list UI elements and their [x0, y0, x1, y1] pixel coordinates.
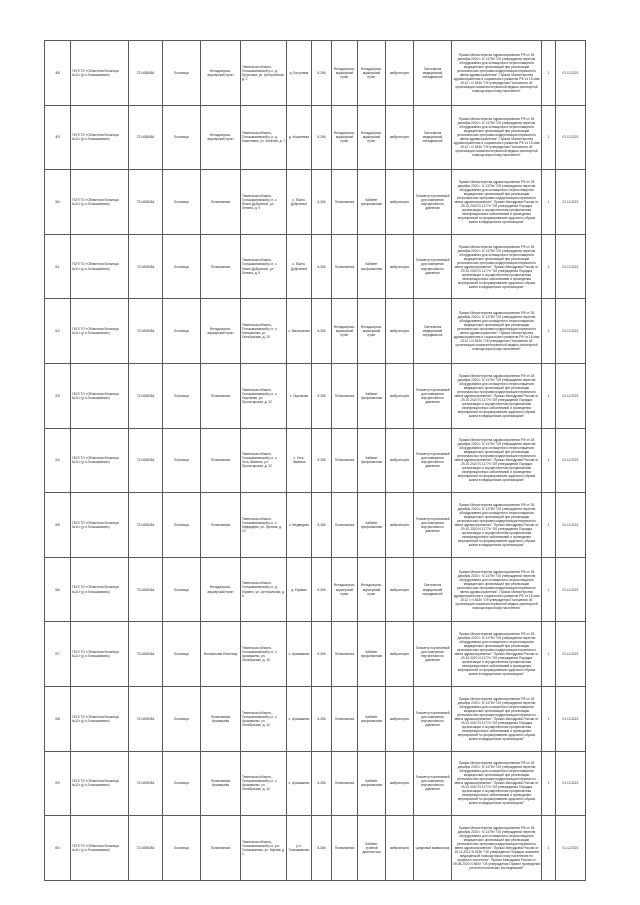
locality-cell: д. Ефаево: [287, 557, 312, 622]
unit-cell: Поликлиника: [332, 363, 358, 428]
care-mode-cell: амбулаторно: [386, 105, 414, 170]
address-cell: Тюменская область, Голышмановский р-н, д. Кошелевка, ул. Зелёная, д. 7: [241, 105, 287, 170]
organization-cell: ГБУЗ ТО «Областная больница №11» (р.п.Голышманово): [71, 170, 129, 235]
organization-cell: ГБУЗ ТО «Областная больница №11» (р.п.Голышманово): [71, 622, 129, 687]
address-cell: Тюменская область, Голышмановский р-н, с. Ощепково, ул. Пролетарская, д. 22: [241, 363, 287, 428]
date-cell: 01.12.2021: [556, 234, 586, 299]
register-rows: [45, 41, 586, 881]
subdivision-cell: Поликлиника: [201, 816, 241, 881]
care-mode-cell: амбулаторно: [386, 363, 414, 428]
facility-type-cell: Больница: [163, 493, 201, 558]
code-cell: 8.266: [312, 622, 332, 687]
quantity-cell: 1: [542, 299, 556, 364]
care-mode-cell: амбулаторно: [386, 428, 414, 493]
date-cell: 01.12.2021: [556, 299, 586, 364]
row-number: 57: [45, 622, 71, 687]
facility-type-cell: Больница: [163, 363, 201, 428]
quantity-cell: 1: [542, 816, 556, 881]
code-cell: 8.266: [312, 363, 332, 428]
locality-cell: с. Южно-Дубровное: [287, 170, 312, 235]
address-cell: Тюменская область, Голышмановский р-н, с. Аромашево, ул. Октябрьская, д. 10: [241, 622, 287, 687]
regulation-cell: Приказ Министерства здравоохранения РФ от 28 декабря 2020 г. N 1379н "Об утверждении перечня оборудования для оснащения и переоснащения медицинских организаций при реализации региональных программ модернизации первичного звена здравоохранения". Приказ Минздрава России от 15.11.2012 N 915н "Об утверждении Порядка оказания медицинской помощи взрослому населению по профилю онкология". Приказ Минздрава России от 09.06.2020 N 560н "Об утверждении Правил проведения рентгенологических исследований": [452, 816, 542, 881]
table-row: [45, 170, 586, 235]
organization-cell: ГБУЗ ТО «Областная больница №11» (р.п.Голышманово): [71, 493, 129, 558]
equipment-cell: Тонометр портативный для измерения внутриглазного давления: [414, 363, 452, 428]
organization-cell: ГБУЗ ТО «Областная больница №11» (р.п.Голышманово): [71, 751, 129, 816]
address-cell: Тюменская область, Голышмановский р-н, с. Аромашево, ул. Октябрьская, д. 10: [241, 686, 287, 751]
code-cell: 8.266: [312, 686, 332, 751]
table-row: [45, 428, 586, 493]
unit-cell: Фельдшерско-акушерский пункт: [332, 41, 358, 106]
code-cell: 8.266: [312, 105, 332, 170]
table-row: [45, 557, 586, 622]
subdivision-cell: Фельдшерско-акушерский пункт: [201, 557, 241, 622]
facility-type-cell: Больница: [163, 751, 201, 816]
equipment-cell: Светильник медицинский передвижной: [414, 105, 452, 170]
room-cell: Фельдшерско-акушерский пункт: [358, 299, 386, 364]
facility-type-cell: Больница: [163, 428, 201, 493]
table-row: [45, 816, 586, 881]
inn-cell: 7214008484: [129, 816, 163, 881]
room-cell: Кабинет профилактики: [358, 622, 386, 687]
row-number: 52: [45, 299, 71, 364]
unit-cell: Поликлиника: [332, 234, 358, 299]
address-cell: Тюменская область, Голышмановский р-н, с. Малышенка, ул. Октябрьская, д. 20: [241, 299, 287, 364]
organization-cell: ГБУЗ ТО «Областная больница №11» (р.п.Голышманово): [71, 299, 129, 364]
facility-type-cell: Больница: [163, 686, 201, 751]
subdivision-cell: Фельдшерско-акушерский пункт: [201, 299, 241, 364]
equipment-cell: Тонометр портативный для измерения внутриглазного давления: [414, 622, 452, 687]
address-cell: Тюменская область, Голышмановский р-н, с. Усть-Ламенка, ул. Пролетарская, д. 22: [241, 428, 287, 493]
date-cell: 01.12.2021: [556, 41, 586, 106]
table-row: [45, 751, 586, 816]
equipment-cell: Тонометр портативный для измерения внутриглазного давления: [414, 428, 452, 493]
row-number: 58: [45, 686, 71, 751]
address-cell: Тюменская область, Голышмановский р-н, д. Ефаево, ул. Центральная, д. 5: [241, 557, 287, 622]
equipment-cell: Цифровой маммограф: [414, 816, 452, 881]
quantity-cell: 1: [542, 751, 556, 816]
inn-cell: 7214008484: [129, 622, 163, 687]
row-number: 59: [45, 751, 71, 816]
facility-type-cell: Больница: [163, 299, 201, 364]
regulation-cell: Приказ Министерства здравоохранения РФ от 28 декабря 2020 г. N 1379н "Об утверждении перечня оборудования для оснащения и переоснащения медицинских организаций при реализации региональных программ модернизации первичного звена здравоохранения". Приказ Министерства здравоохранения и социального развития РФ от 15 мая 2012 г. N 543н "Об утверждении Положения об организации оказания первичной медико-санитарной помощи взрослому населению": [452, 105, 542, 170]
inn-cell: 7214008484: [129, 170, 163, 235]
equipment-register-table: [44, 40, 586, 881]
organization-cell: ГБУЗ ТО «Областная больница №11» (р.п.Голышманово): [71, 105, 129, 170]
code-cell: 8.266: [312, 751, 332, 816]
date-cell: 01.12.2021: [556, 622, 586, 687]
care-mode-cell: амбулаторно: [386, 170, 414, 235]
regulation-cell: Приказ Министерства здравоохранения РФ от 28 декабря 2020 г. N 1379н "Об утверждении перечня оборудования для оснащения и переоснащения медицинских организаций при реализации региональных программ модернизации первичного звена здравоохранения". Приказ Министерства здравоохранения и социального развития РФ от 15 мая 2012 г. N 543н "Об утверждении Положения об организации оказания первичной медико-санитарной помощи взрослому населению": [452, 41, 542, 106]
room-cell: Кабинет профилактики: [358, 234, 386, 299]
code-cell: 8.266: [312, 234, 332, 299]
inn-cell: 7214008484: [129, 105, 163, 170]
date-cell: 01.12.2021: [556, 751, 586, 816]
facility-type-cell: Больница: [163, 234, 201, 299]
unit-cell: Поликлиника: [332, 751, 358, 816]
organization-cell: ГБУЗ ТО «Областная больница №11» (р.п.Голышманово): [71, 41, 129, 106]
date-cell: 01.12.2021: [556, 686, 586, 751]
facility-type-cell: Больница: [163, 816, 201, 881]
inn-cell: 7214008484: [129, 751, 163, 816]
equipment-cell: Тонометр портативный для измерения внутриглазного давления: [414, 234, 452, 299]
row-number: 50: [45, 170, 71, 235]
code-cell: 8.266: [312, 557, 332, 622]
quantity-cell: 1: [542, 686, 556, 751]
facility-type-cell: Больница: [163, 557, 201, 622]
code-cell: 8.266: [312, 816, 332, 881]
care-mode-cell: амбулаторно: [386, 493, 414, 558]
date-cell: 01.12.2021: [556, 428, 586, 493]
code-cell: 8.266: [312, 170, 332, 235]
quantity-cell: 1: [542, 428, 556, 493]
row-number: 48: [45, 41, 71, 106]
quantity-cell: 1: [542, 41, 556, 106]
unit-cell: Фельдшерско-акушерский пункт: [332, 557, 358, 622]
regulation-cell: Приказ Министерства здравоохранения РФ от 28 декабря 2020 г. N 1379н "Об утверждении перечня оборудования для оснащения и переоснащения медицинских организаций при реализации региональных программ модернизации первичного звена здравоохранения". Приказ Минздрава России от 29.10.2020 N 1177н "Об утверждении Порядка организации и осуществления профилактики неинфекционных заболеваний и проведения мероприятий по формированию здорового образа жизни в медицинских организациях": [452, 751, 542, 816]
subdivision-cell: Филиальная больница: [201, 622, 241, 687]
organization-cell: ГБУЗ ТО «Областная больница №11» (р.п.Голышманово): [71, 557, 129, 622]
quantity-cell: 1: [542, 234, 556, 299]
table-row: [45, 493, 586, 558]
organization-cell: ГБУЗ ТО «Областная больница №11» (р.п.Голышманово): [71, 428, 129, 493]
address-cell: Тюменская область, Голышмановский р-н, с. Южно-Дубровное, ул. Ленина, д. 9: [241, 234, 287, 299]
room-cell: Фельдшерско-акушерский пункт: [358, 557, 386, 622]
unit-cell: Фельдшерско-акушерский пункт: [332, 299, 358, 364]
equipment-cell: Светильник медицинский передвижной: [414, 557, 452, 622]
locality-cell: с. Аромашево: [287, 622, 312, 687]
care-mode-cell: амбулаторно: [386, 234, 414, 299]
quantity-cell: 1: [542, 105, 556, 170]
inn-cell: 7214008484: [129, 234, 163, 299]
organization-cell: ГБУЗ ТО «Областная больница №11» (р.п.Голышманово): [71, 363, 129, 428]
date-cell: 01.12.2021: [556, 557, 586, 622]
regulation-cell: Приказ Министерства здравоохранения РФ от 28 декабря 2020 г. N 1379н "Об утверждении перечня оборудования для оснащения и переоснащения медицинских организаций при реализации региональных программ модернизации первичного звена здравоохранения". Приказ Министерства здравоохранения и социального развития РФ от 15 мая 2012 г. N 543н "Об утверждении Положения об организации оказания первичной медико-санитарной помощи взрослому населению": [452, 299, 542, 364]
locality-cell: с. Медведево: [287, 493, 312, 558]
equipment-cell: Светильник медицинский передвижной: [414, 41, 452, 106]
row-number: 60: [45, 816, 71, 881]
equipment-cell: Тонометр портативный для измерения внутриглазного давления: [414, 686, 452, 751]
code-cell: 8.266: [312, 493, 332, 558]
address-cell: Тюменская область, Голышмановский р-н, с. Аромашево, ул. Октябрьская, д. 10: [241, 751, 287, 816]
table-row: [45, 234, 586, 299]
organization-cell: ГБУЗ ТО «Областная больница №11» (р.п.Голышманово): [71, 816, 129, 881]
care-mode-cell: амбулаторно: [386, 41, 414, 106]
table-row: [45, 622, 586, 687]
care-mode-cell: амбулаторно: [386, 686, 414, 751]
row-number: 53: [45, 363, 71, 428]
unit-cell: Поликлиника: [332, 493, 358, 558]
quantity-cell: 1: [542, 363, 556, 428]
inn-cell: 7214008484: [129, 363, 163, 428]
unit-cell: Фельдшерско-акушерский пункт: [332, 105, 358, 170]
subdivision-cell: Поликлиника: [201, 428, 241, 493]
inn-cell: 7214008484: [129, 557, 163, 622]
organization-cell: ГБУЗ ТО «Областная больница №11» (р.п.Голышманово): [71, 686, 129, 751]
subdivision-cell: Поликлиника Аромашево: [201, 751, 241, 816]
row-number: 54: [45, 428, 71, 493]
address-cell: Тюменская область, Голышмановский р-н, д. Бутусовка, ул. Центральная, д. 2: [241, 41, 287, 106]
locality-cell: д. Кошелевка: [287, 105, 312, 170]
locality-cell: с. Ощепково: [287, 363, 312, 428]
date-cell: 01.12.2021: [556, 493, 586, 558]
regulation-cell: Приказ Министерства здравоохранения РФ от 28 декабря 2020 г. N 1379н "Об утверждении перечня оборудования для оснащения и переоснащения медицинских организаций при реализации региональных программ модернизации первичного звена здравоохранения". Приказ Минздрава России от 29.10.2020 N 1177н "Об утверждении Порядка организации и осуществления профилактики неинфекционных заболеваний и проведения мероприятий по формированию здорового образа жизни в медицинских организациях": [452, 622, 542, 687]
address-cell: Тюменская область, Голышмановский р-н, с. Южно-Дубровное, ул. Ленина, д. 9: [241, 170, 287, 235]
care-mode-cell: амбулаторно: [386, 557, 414, 622]
quantity-cell: 1: [542, 493, 556, 558]
regulation-cell: Приказ Министерства здравоохранения РФ от 28 декабря 2020 г. N 1379н "Об утверждении перечня оборудования для оснащения и переоснащения медицинских организаций при реализации региональных программ модернизации первичного звена здравоохранения". Приказ Минздрава России от 29.10.2020 N 1177н "Об утверждении Порядка организации и осуществления профилактики неинфекционных заболеваний и проведения мероприятий по формированию здорового образа жизни в медицинских организациях": [452, 234, 542, 299]
unit-cell: Поликлиника: [332, 428, 358, 493]
locality-cell: д. Бутусовка: [287, 41, 312, 106]
inn-cell: 7214008484: [129, 41, 163, 106]
table-row: [45, 299, 586, 364]
register-sheet: [44, 40, 585, 880]
inn-cell: 7214008484: [129, 493, 163, 558]
table-row: [45, 363, 586, 428]
facility-type-cell: Больница: [163, 105, 201, 170]
row-number: 49: [45, 105, 71, 170]
regulation-cell: Приказ Министерства здравоохранения РФ от 28 декабря 2020 г. N 1379н "Об утверждении перечня оборудования для оснащения и переоснащения медицинских организаций при реализации региональных программ модернизации первичного звена здравоохранения". Приказ Минздрава России от 29.10.2020 N 1177н "Об утверждении Порядка организации и осуществления профилактики неинфекционных заболеваний и проведения мероприятий по формированию здорового образа жизни в медицинских организациях": [452, 363, 542, 428]
unit-cell: Поликлиника: [332, 686, 358, 751]
address-cell: Тюменская область, Голышмановский р-н, р.п. Голышманово, ул. Кирова, д. 1: [241, 816, 287, 881]
row-number: 56: [45, 557, 71, 622]
room-cell: Кабинет профилактики: [358, 686, 386, 751]
equipment-cell: Тонометр портативный для измерения внутриглазного давления: [414, 493, 452, 558]
date-cell: 01.12.2021: [556, 363, 586, 428]
code-cell: 8.266: [312, 299, 332, 364]
quantity-cell: 1: [542, 622, 556, 687]
regulation-cell: Приказ Министерства здравоохранения РФ от 28 декабря 2020 г. N 1379н "Об утверждении перечня оборудования для оснащения и переоснащения медицинских организаций при реализации региональных программ модернизации первичного звена здравоохранения". Приказ Минздрава России от 29.10.2020 N 1177н "Об утверждении Порядка организации и осуществления профилактики неинфекционных заболеваний и проведения мероприятий по формированию здорового образа жизни в медицинских организациях": [452, 170, 542, 235]
locality-cell: с. Усть-Ламенка: [287, 428, 312, 493]
room-cell: Кабинет профилактики: [358, 170, 386, 235]
organization-cell: ГБУЗ ТО «Областная больница №11» (р.п.Голышманово): [71, 234, 129, 299]
subdivision-cell: Фельдшерско-акушерский пункт: [201, 41, 241, 106]
regulation-cell: Приказ Министерства здравоохранения РФ от 28 декабря 2020 г. N 1379н "Об утверждении перечня оборудования для оснащения и переоснащения медицинских организаций при реализации региональных программ модернизации первичного звена здравоохранения". Приказ Минздрава России от 29.10.2020 N 1177н "Об утверждении Порядка организации и осуществления профилактики неинфекционных заболеваний и проведения мероприятий по формированию здорового образа жизни в медицинских организациях": [452, 686, 542, 751]
equipment-cell: Тонометр портативный для измерения внутриглазного давления: [414, 751, 452, 816]
code-cell: 8.266: [312, 428, 332, 493]
unit-cell: Поликлиника: [332, 170, 358, 235]
unit-cell: Поликлиника: [332, 622, 358, 687]
care-mode-cell: амбулаторно: [386, 622, 414, 687]
code-cell: 8.266: [312, 41, 332, 106]
locality-cell: р.п. Голышманово: [287, 816, 312, 881]
row-number: 55: [45, 493, 71, 558]
regulation-cell: Приказ Министерства здравоохранения РФ от 28 декабря 2020 г. N 1379н "Об утверждении перечня оборудования для оснащения и переоснащения медицинских организаций при реализации региональных программ модернизации первичного звена здравоохранения". Приказ Минздрава России от 29.10.2020 N 1177н "Об утверждении Порядка организации и осуществления профилактики неинфекционных заболеваний и проведения мероприятий по формированию здорового образа жизни в медицинских организациях": [452, 428, 542, 493]
date-cell: 01.12.2021: [556, 170, 586, 235]
care-mode-cell: амбулаторно: [386, 751, 414, 816]
facility-type-cell: Больница: [163, 170, 201, 235]
locality-cell: с. Аромашево: [287, 751, 312, 816]
care-mode-cell: амбулаторно: [386, 299, 414, 364]
equipment-cell: Тонометр портативный для измерения внутриглазного давления: [414, 170, 452, 235]
locality-cell: с. Малышенка: [287, 299, 312, 364]
locality-cell: с. Южно-Дубровное: [287, 234, 312, 299]
equipment-cell: Светильник медицинский передвижной: [414, 299, 452, 364]
regulation-cell: Приказ Министерства здравоохранения РФ от 28 декабря 2020 г. N 1379н "Об утверждении перечня оборудования для оснащения и переоснащения медицинских организаций при реализации региональных программ модернизации первичного звена здравоохранения". Приказ Министерства здравоохранения и социального развития РФ от 15 мая 2012 г. N 543н "Об утверждении Положения об организации оказания первичной медико-санитарной помощи взрослому населению": [452, 557, 542, 622]
facility-type-cell: Больница: [163, 622, 201, 687]
subdivision-cell: Поликлиника Аромашево: [201, 686, 241, 751]
room-cell: Фельдшерско-акушерский пункт: [358, 41, 386, 106]
date-cell: 01.12.2021: [556, 816, 586, 881]
room-cell: Кабинет профилактики: [358, 428, 386, 493]
unit-cell: Поликлиника: [332, 816, 358, 881]
room-cell: Фельдшерско-акушерский пункт: [358, 105, 386, 170]
table-row: [45, 105, 586, 170]
subdivision-cell: Фельдшерско-акушерский пункт: [201, 105, 241, 170]
address-cell: Тюменская область, Голышмановский р-н, с. Медведево, ул. Луговая, д. 23: [241, 493, 287, 558]
subdivision-cell: Поликлиника: [201, 363, 241, 428]
room-cell: Кабинет профилактики: [358, 363, 386, 428]
room-cell: Кабинет лучевой диагностики: [358, 816, 386, 881]
room-cell: Кабинет профилактики: [358, 493, 386, 558]
facility-type-cell: Больница: [163, 41, 201, 106]
subdivision-cell: Поликлиника: [201, 493, 241, 558]
table-row: [45, 686, 586, 751]
regulation-cell: Приказ Министерства здравоохранения РФ от 28 декабря 2020 г. N 1379н "Об утверждении перечня оборудования для оснащения и переоснащения медицинских организаций при реализации региональных программ модернизации первичного звена здравоохранения". Приказ Минздрава России от 29.10.2020 N 1177н "Об утверждении Порядка организации и осуществления профилактики неинфекционных заболеваний и проведения мероприятий по формированию здорового образа жизни в медицинских организациях": [452, 493, 542, 558]
subdivision-cell: Поликлиника: [201, 234, 241, 299]
subdivision-cell: Поликлиника: [201, 170, 241, 235]
inn-cell: 7214008484: [129, 299, 163, 364]
table-row: [45, 41, 586, 106]
quantity-cell: 1: [542, 557, 556, 622]
inn-cell: 7214008484: [129, 428, 163, 493]
quantity-cell: 1: [542, 170, 556, 235]
date-cell: 01.12.2021: [556, 105, 586, 170]
inn-cell: 7214008484: [129, 686, 163, 751]
locality-cell: с. Аромашево: [287, 686, 312, 751]
row-number: 51: [45, 234, 71, 299]
care-mode-cell: амбулаторно: [386, 816, 414, 881]
room-cell: Кабинет профилактики: [358, 751, 386, 816]
